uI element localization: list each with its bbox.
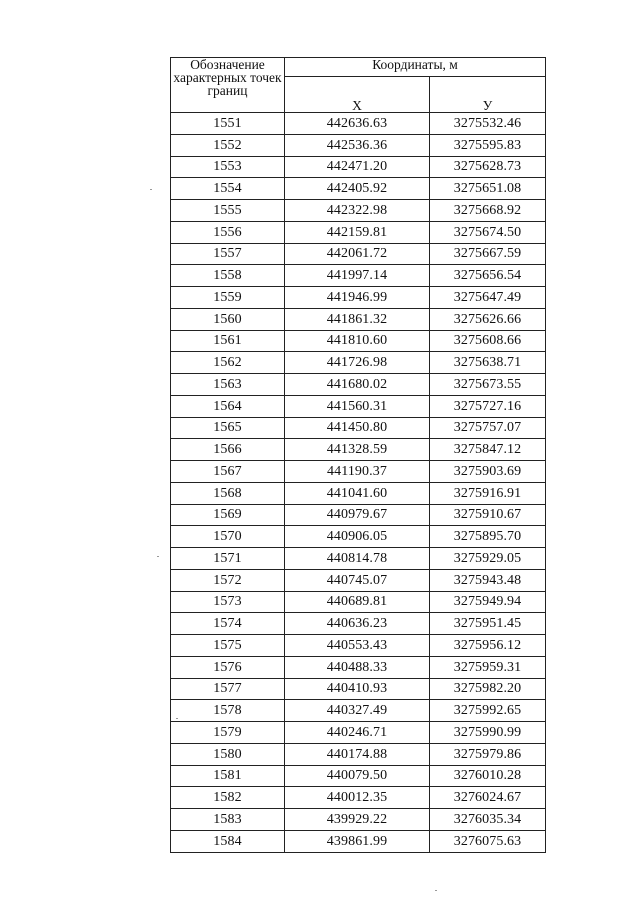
x-coordinate-cell: 442061.72 (285, 243, 430, 265)
table-row (171, 113, 546, 135)
point-number-cell: 1564 (171, 395, 285, 417)
x-coordinate-cell: 441726.98 (285, 352, 430, 374)
point-number-cell: 1563 (171, 374, 285, 396)
point-number-cell: 1576 (171, 656, 285, 678)
header-point-designation: Обозначение характерных точек границ (171, 58, 285, 113)
point-number-cell: 1583 (171, 809, 285, 831)
y-coordinate-cell: 3275979.86 (430, 743, 546, 765)
y-coordinate-cell: 3275959.31 (430, 656, 546, 678)
y-coordinate-cell: 3276010.28 (430, 765, 546, 787)
table-row (171, 591, 546, 613)
y-coordinate-cell: 3275673.55 (430, 374, 546, 396)
table-row (171, 352, 546, 374)
y-coordinate-cell: 3275651.08 (430, 178, 546, 200)
y-coordinate-cell: 3275727.16 (430, 395, 546, 417)
table-row (171, 656, 546, 678)
y-coordinate-cell: 3275532.46 (430, 113, 546, 135)
x-coordinate-cell: 440745.07 (285, 569, 430, 591)
x-coordinate-cell: 440553.43 (285, 635, 430, 657)
x-coordinate-cell: 441946.99 (285, 287, 430, 309)
table-row (171, 504, 546, 526)
x-coordinate-cell: 441810.60 (285, 330, 430, 352)
point-number-cell: 1555 (171, 200, 285, 222)
y-coordinate-cell: 3275626.66 (430, 308, 546, 330)
x-coordinate-cell: 442322.98 (285, 200, 430, 222)
x-coordinate-cell: 440410.93 (285, 678, 430, 700)
x-coordinate-cell: 440906.05 (285, 526, 430, 548)
table-row (171, 221, 546, 243)
x-coordinate-cell: 441328.59 (285, 439, 430, 461)
y-coordinate-cell: 3275628.73 (430, 156, 546, 178)
point-number-cell: 1577 (171, 678, 285, 700)
header-x: X (285, 77, 430, 113)
x-coordinate-cell: 442159.81 (285, 221, 430, 243)
y-coordinate-cell: 3275990.99 (430, 722, 546, 744)
scan-speck (157, 556, 159, 557)
y-coordinate-cell: 3275982.20 (430, 678, 546, 700)
table-row (171, 743, 546, 765)
scan-speck (150, 189, 152, 190)
table-row (171, 417, 546, 439)
table-row (171, 374, 546, 396)
table-row (171, 722, 546, 744)
y-coordinate-cell: 3275595.83 (430, 134, 546, 156)
y-coordinate-cell: 3275916.91 (430, 482, 546, 504)
point-number-cell: 1582 (171, 787, 285, 809)
y-coordinate-cell: 3276035.34 (430, 809, 546, 831)
point-number-cell: 1559 (171, 287, 285, 309)
point-number-cell: 1571 (171, 548, 285, 570)
table-row (171, 548, 546, 570)
x-coordinate-cell: 440979.67 (285, 504, 430, 526)
point-number-cell: 1580 (171, 743, 285, 765)
x-coordinate-cell: 440327.49 (285, 700, 430, 722)
header-y: У (430, 77, 546, 113)
y-coordinate-cell: 3275668.92 (430, 200, 546, 222)
point-number-cell: 1561 (171, 330, 285, 352)
table-row (171, 134, 546, 156)
y-coordinate-cell: 3275656.54 (430, 265, 546, 287)
point-number-cell: 1573 (171, 591, 285, 613)
point-number-cell: 1567 (171, 461, 285, 483)
point-number-cell: 1566 (171, 439, 285, 461)
table-row (171, 461, 546, 483)
y-coordinate-cell: 3275949.94 (430, 591, 546, 613)
table-row (171, 809, 546, 831)
x-coordinate-cell: 440636.23 (285, 613, 430, 635)
y-coordinate-cell: 3275638.71 (430, 352, 546, 374)
table-row (171, 613, 546, 635)
table-row (171, 178, 546, 200)
point-number-cell: 1568 (171, 482, 285, 504)
x-coordinate-cell: 440174.88 (285, 743, 430, 765)
table-body (171, 113, 546, 853)
point-number-cell: 1556 (171, 221, 285, 243)
table-row (171, 700, 546, 722)
x-coordinate-cell: 442405.92 (285, 178, 430, 200)
point-number-cell: 1560 (171, 308, 285, 330)
y-coordinate-cell: 3275895.70 (430, 526, 546, 548)
y-coordinate-cell: 3275847.12 (430, 439, 546, 461)
point-number-cell: 1565 (171, 417, 285, 439)
x-coordinate-cell: 441997.14 (285, 265, 430, 287)
y-coordinate-cell: 3276024.67 (430, 787, 546, 809)
table-row (171, 526, 546, 548)
point-number-cell: 1554 (171, 178, 285, 200)
table-row (171, 569, 546, 591)
x-coordinate-cell: 440012.35 (285, 787, 430, 809)
y-coordinate-cell: 3275929.05 (430, 548, 546, 570)
y-coordinate-cell: 3275667.59 (430, 243, 546, 265)
x-coordinate-cell: 440689.81 (285, 591, 430, 613)
table-row (171, 243, 546, 265)
point-number-cell: 1551 (171, 113, 285, 135)
point-number-cell: 1584 (171, 830, 285, 852)
table-row (171, 830, 546, 852)
x-coordinate-cell: 442471.20 (285, 156, 430, 178)
header-coordinates: Координаты, м (285, 58, 546, 77)
table-row (171, 330, 546, 352)
y-coordinate-cell: 3275951.45 (430, 613, 546, 635)
table-row (171, 308, 546, 330)
point-number-cell: 1581 (171, 765, 285, 787)
y-coordinate-cell: 3275647.49 (430, 287, 546, 309)
point-number-cell: 1578 (171, 700, 285, 722)
y-coordinate-cell: 3275608.66 (430, 330, 546, 352)
table-row (171, 200, 546, 222)
x-coordinate-cell: 440079.50 (285, 765, 430, 787)
x-coordinate-cell: 440814.78 (285, 548, 430, 570)
x-coordinate-cell: 442636.63 (285, 113, 430, 135)
point-number-cell: 1569 (171, 504, 285, 526)
point-number-cell: 1579 (171, 722, 285, 744)
table-row (171, 287, 546, 309)
point-number-cell: 1557 (171, 243, 285, 265)
point-number-cell: 1570 (171, 526, 285, 548)
point-number-cell: 1575 (171, 635, 285, 657)
x-coordinate-cell: 440246.71 (285, 722, 430, 744)
x-coordinate-cell: 439861.99 (285, 830, 430, 852)
point-number-cell: 1562 (171, 352, 285, 374)
point-number-cell: 1558 (171, 265, 285, 287)
table-row (171, 395, 546, 417)
point-number-cell: 1552 (171, 134, 285, 156)
y-coordinate-cell: 3275943.48 (430, 569, 546, 591)
y-coordinate-cell: 3275910.67 (430, 504, 546, 526)
y-coordinate-cell: 3275757.07 (430, 417, 546, 439)
scan-speck (435, 890, 437, 891)
y-coordinate-cell: 3276075.63 (430, 830, 546, 852)
y-coordinate-cell: 3275956.12 (430, 635, 546, 657)
table-row (171, 439, 546, 461)
point-number-cell: 1572 (171, 569, 285, 591)
x-coordinate-cell: 441450.80 (285, 417, 430, 439)
table-row (171, 156, 546, 178)
table-row (171, 482, 546, 504)
point-number-cell: 1553 (171, 156, 285, 178)
y-coordinate-cell: 3275992.65 (430, 700, 546, 722)
x-coordinate-cell: 441041.60 (285, 482, 430, 504)
point-number-cell: 1574 (171, 613, 285, 635)
x-coordinate-cell: 440488.33 (285, 656, 430, 678)
table-row (171, 678, 546, 700)
table-row (171, 787, 546, 809)
x-coordinate-cell: 441861.32 (285, 308, 430, 330)
x-coordinate-cell: 441190.37 (285, 461, 430, 483)
y-coordinate-cell: 3275674.50 (430, 221, 546, 243)
table-row (171, 765, 546, 787)
coordinates-table (170, 57, 546, 853)
x-coordinate-cell: 442536.36 (285, 134, 430, 156)
y-coordinate-cell: 3275903.69 (430, 461, 546, 483)
x-coordinate-cell: 439929.22 (285, 809, 430, 831)
x-coordinate-cell: 441680.02 (285, 374, 430, 396)
table-row (171, 265, 546, 287)
x-coordinate-cell: 441560.31 (285, 395, 430, 417)
table-row (171, 635, 546, 657)
